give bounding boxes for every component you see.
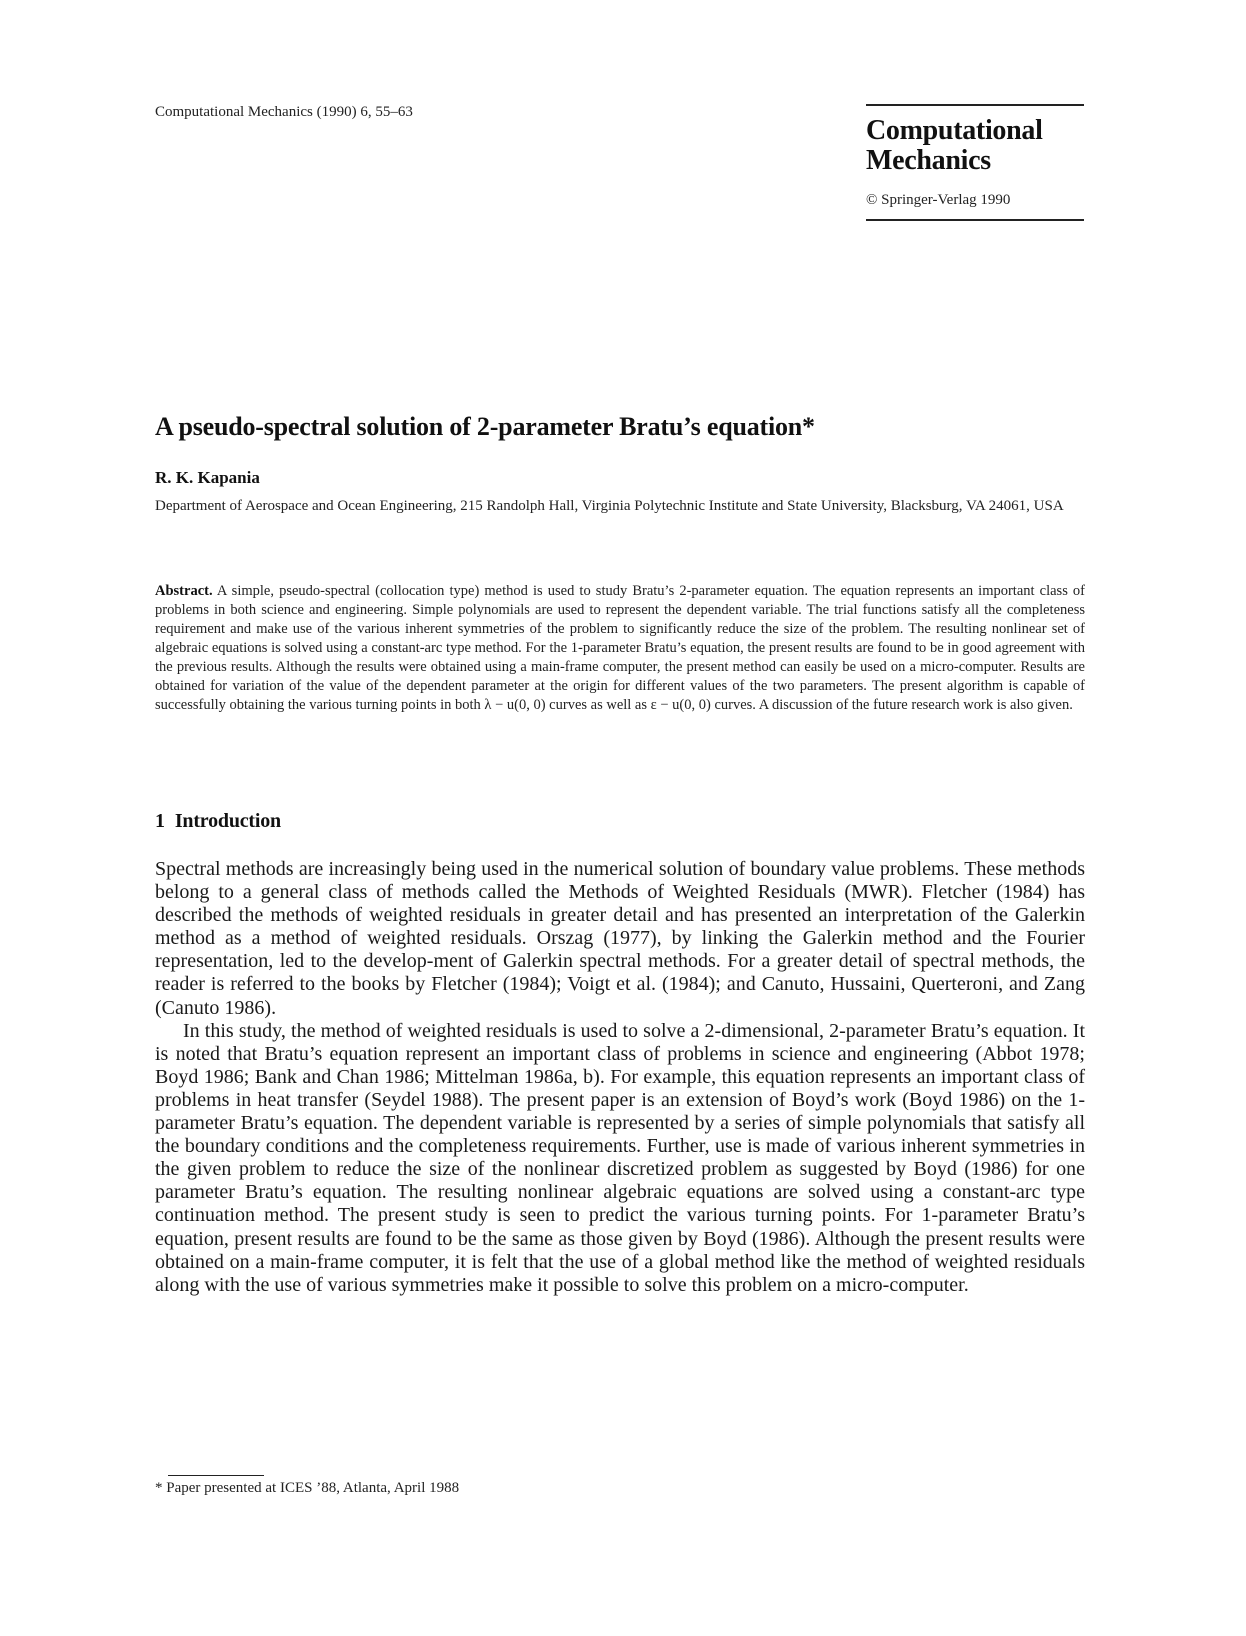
section-number: 1 <box>155 810 165 832</box>
author-name: R. K. Kapania <box>155 468 260 487</box>
masthead-bottom-rule <box>866 219 1084 221</box>
paper-title: A pseudo-spectral solution of 2-parameter Bratu’s equation* <box>155 412 815 441</box>
journal-masthead <box>866 104 1084 221</box>
body-paragraph: Spectral methods are increasingly being used in the numerical solution of boundary value problems. These methods belong to a general class of methods called the Methods of Weighted Residuals (MWR). Fletcher (1984) has described the methods of weighted residuals in greater detail and has presented an interpretation of the Galerkin method as a method of weighted residuals. Orszag (1977), by linking the Galerkin method and the Fourier representation, led to the develop-ment of Galerkin spectral methods. For a greater detail of spectral methods, the reader is referred to the books by Fletcher (1984); Voigt et al. (1984); and Canuto, Hussaini, Querteroni, and Zang (Canuto 1986). <box>155 858 1085 1019</box>
author-affiliation: Department of Aerospace and Ocean Engineering, 215 Randolph Hall, Virginia Polytechnic Institute and State University, Blacksburg, VA 24061, USA <box>155 498 1064 514</box>
section-body <box>155 858 1085 1297</box>
journal-name <box>866 116 1084 176</box>
abstract-label: Abstract. <box>155 583 213 599</box>
journal-name-line-1: Computational <box>866 115 1043 146</box>
masthead-top-rule <box>866 104 1084 106</box>
footnote: * Paper presented at ICES ’88, Atlanta, April 1988 <box>155 1480 460 1496</box>
footnote-rule <box>168 1475 264 1476</box>
abstract-text: A simple, pseudo-spectral (collocation type) method is used to study Bratu’s 2-parameter equation. The equation represents an important class of problems in both science and engineering. Simple polynomials are used to represent the dependent variable. The trial functions satisfy all the completeness requirement and make use of the various inherent symmetries of the problem to significantly reduce the size of the problem. The resulting nonlinear set of algebraic equations is solved using a constant-arc type method. For the 1-parameter Bratu’s equation, the present results are found to be in good agreement with the previous results. Although the results were obtained using a main-frame computer, the present method can easily be used on a micro-computer. Results are obtained for variation of the value of the dependent parameter at the origin for different values of the two parameters. The present algorithm is capable of successfully obtaining the various turning points in both λ − u(0, 0) curves as well as ε − u(0, 0) curves. A discussion of the future research work is also given. <box>155 583 1086 713</box>
section-title: Introduction <box>174 810 281 832</box>
running-head: Computational Mechanics (1990) 6, 55–63 <box>155 104 413 120</box>
journal-name-line-2: Mechanics <box>866 145 991 176</box>
section-heading <box>155 810 281 833</box>
copyright-notice: © Springer-Verlag 1990 <box>866 192 1011 208</box>
abstract <box>155 582 1085 715</box>
body-paragraph: In this study, the method of weighted residuals is used to solve a 2-dimensional, 2-parameter Bratu’s equation. It is noted that Bratu’s equation represent an important class of problems in science and engineering (Abbot 1978; Boyd 1986; Bank and Chan 1986; Mittelman 1986a, b). For example, this equation represents an important class of problems in heat transfer (Seydel 1988). The present paper is an extension of Boyd’s work (Boyd 1986) on the 1-parameter Bratu’s equation. The dependent variable is represented by a series of simple polynomials that satisfy all the boundary conditions and the completeness requirements. Further, use is made of various inherent symmetries in the given problem to reduce the size of the nonlinear discretized problem as suggested by Boyd (1986) for one parameter Bratu’s equation. The resulting nonlinear algebraic equations are solved using a constant-arc type continuation method. The present study is seen to predict the various turning points. For 1-parameter Bratu’s equation, present results are found to be the same as those given by Boyd (1986). Although the present results were obtained on a main-frame computer, it is felt that the use of a global method like the method of weighted residuals along with the use of various symmetries make it possible to solve this problem on a micro-computer. <box>155 1019 1085 1296</box>
